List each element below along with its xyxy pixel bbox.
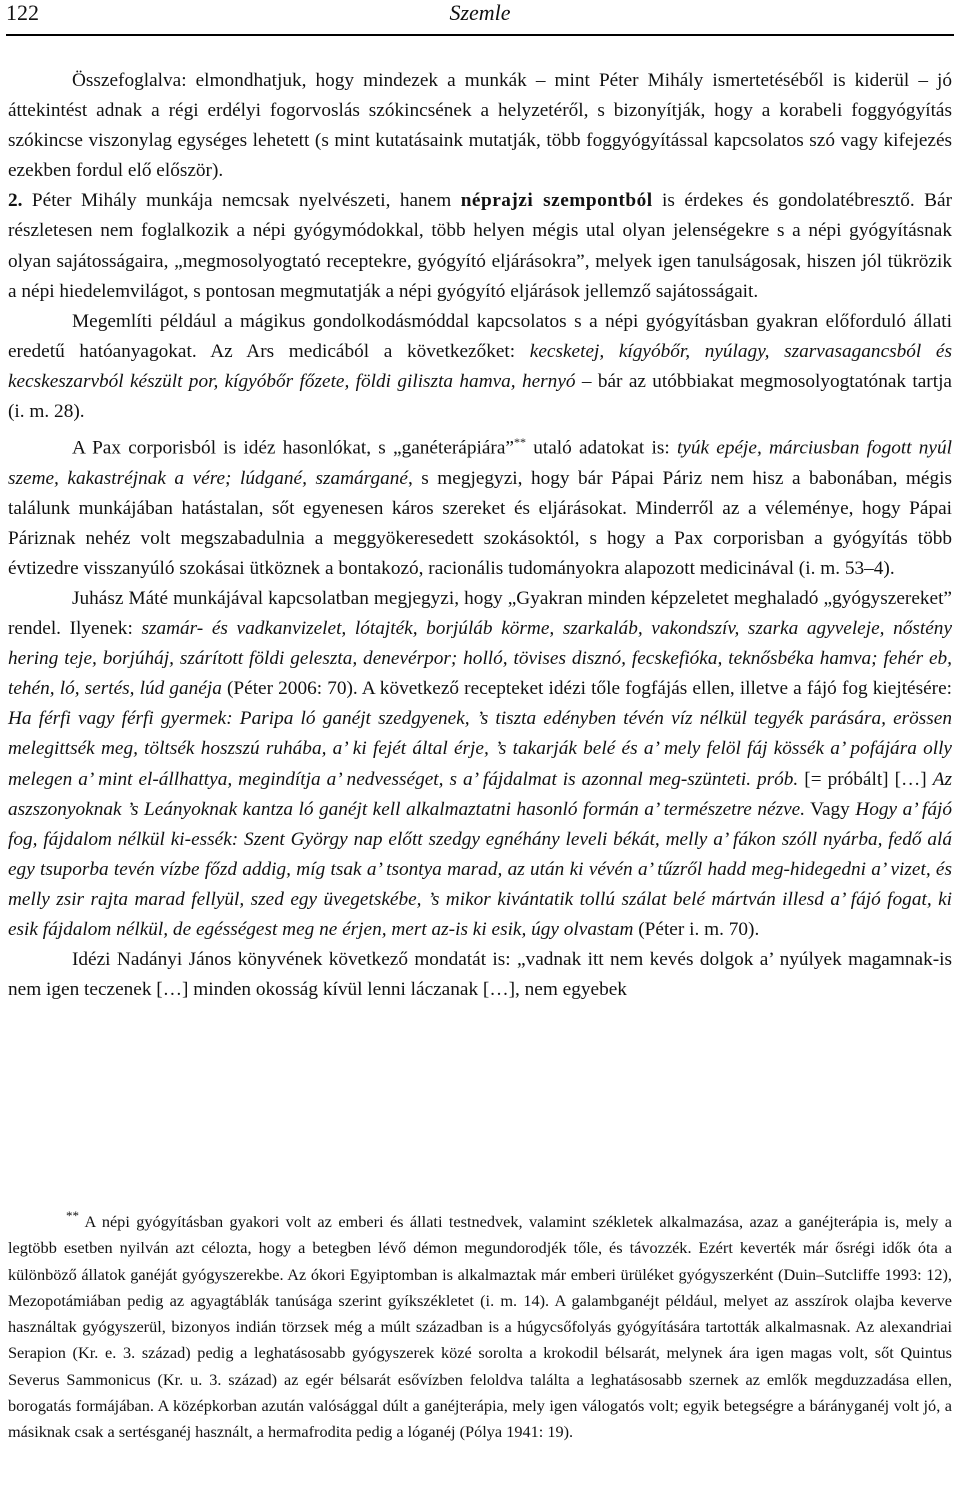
italic-quote: Ha férfi vagy férfi gyermek: Paripa ló ganéjt szedgyenek, ’s tiszta edényben tévén víz nélkül tegyék parására, erössen melegittsék meg, töltsék hoszszú ruhába, a’ ki fejét által érje, ’s takarják belé és a’ mely felöl fáj kössék a’ pofájára olly melegen a’ mint el-állhattya, megindítja a’ nedvességet, s a’ fájdalmat is azonnal meg-szünteti. prób. (8, 708, 952, 790)
footnote-reference[interactable]: ** (513, 435, 526, 450)
paragraph-ethnography: 2. Péter Mihály munkája nemcsak nyelvészeti, hanem néprajzi szempontból is érdekes és gondolatébresztő. Bár részletesen nem foglalkozik a népi gyógymódokkal, több helyen mégis utal olyan jelenségekre s a népi gyógyításnak olyan sajátosságaira, „megmosolyogtató receptekre, gyógyító eljárásokra”, melyek igen tanulságosak, hiszen jól tükrözik a népi hiedelemvilágot, s pontosan megmutatják a népi gyógyító eljárások jellemző sajátosságait. (8, 190, 952, 302)
section-number: 2. (8, 190, 23, 212)
footnote (8, 1203, 952, 1446)
paragraph-summary: Összefoglalva: elmondhatjuk, hogy mindezek a munkák – mint Péter Mihály ismertetéséből is kiderül – jó áttekintést adnak a régi erdélyi fogorvoslás szókincsének a helyzetéről, s bizonyítják, hogy a korabeli foggyógyítás szókincse viszonylag egységes lehetett (s mint kutatásaink mutatják, több foggyógyítással kapcsolatos szó vagy kifejezés ezekben fordul elő először). (8, 70, 952, 182)
italic-quote: szamár- és vadkanvizelet, lótajték, borjúláb körme, szarkaláb, vakondszív, szarka agyveleje, nőstény hering teje, borjúháj, szárított földi geleszta, denevérpor; holló, tövises disznó, fecskefióka, teknősbéka hamva; fehér eb, tehén, ló, sertés, lúd ganéja (8, 618, 953, 700)
italic-quote: Hogy a’ fájó fog, fájdalom nélkül ki-essék: Szent György nap előtt szedgy egnéhány leveli békát, melly a’ fákon szóll nyárba, fedő alá egy tsuporba tevén vízbe főzd addig, míg tsak a’ tsontya marad, az után ki vévén a’ tűzről hadd meg-hidegedni a’ vizet, és melly zsir rajta marad fellyül, szed egy üvegetskébe, ’s mikor kivántatik tollú szálat belé mártván illesd a’ fájó fogat, ki esik fájdalom nélkül, de egésségest meg ne érjen, mert az-is ki esik, úgy olvastam (8, 798, 953, 941)
paragraph-animal-substances: Megemlíti például a mágikus gondolkodásmóddal kapcsolatos s a népi gyógyításban gyakran előforduló állati eredetű hatóanyagokat. Az Ars medicából a következőket: kecsketej, kígyóbőr, nyúlagy, szarvasagancsból és kecskeszarvból készült por, kígyóbőr főzete, földi giliszta hamva, hernyó – bár az utóbbiakat megmosolyogtatónak tartja (i. m. 28). (8, 310, 952, 423)
paragraph-nadanyi: Idézi Nadányi János könyvének következő mondatát is: „vadnak itt nem kevés dolgok a’ nyúlyek magamnak-is nem igen teczenek […] minden okosság kívül lenni láczanak […], nem egyebek (8, 949, 952, 1001)
paragraph-pax-corporis: A Pax corporisból is idéz hasonlókat, s „ganéterápiára”** utaló adatokat is: tyúk epéje, márciusban fogott nyúl szeme, kakastréjnak a vére; lúdgané, szamárgané, s megjegyzi, hogy bár Pápai Páriz nem hisz a babonában, mégis találunk munkájában hatástalan, sőt egyenesen káros szereket és eljárásokat. Minderről az a véleménye, hogy Pápai Páriznak nehéz volt megszabadulnia a meggyökeresedett szokásoktól, s hogy a Pax corporisban a gyógyítás több évtizedre visszanyúló szokásai ütköznek a bontakozó, racionális tudományokra alapozott medicinával (i. m. 53–4). (8, 435, 952, 579)
page-number: 122 (6, 0, 39, 25)
italic-quote: kecsketej, kígyóbőr, nyúlagy, szarvasagancsból és kecskeszarvból készült por, kígyóbőr főzete, földi giliszta hamva, hernyó (8, 340, 952, 392)
paragraph-juhasz-mate: Juhász Máté munkájával kapcsolatban megjegyzi, hogy „Gyakran minden képzeletet meghaladó „gyógyszereket” rendel. Ilyenek: szamár- és vadkanvizelet, lótajték, borjúláb körme, szarkaláb, vakondszív, szarka agyveleje, nőstény hering teje, borjúháj, szárított földi geleszta, denevérpor; holló, tövises disznó, fecskefióka, teknősbéka hamva; fehér eb, tehén, ló, sertés, lúd ganéja (Péter 2006: 70). A következő recepteket idézi tőle fogfájás ellen, illetve a fájó fog kiejtésére: Ha férfi vagy férfi gyermek: Paripa ló ganéjt szedgyenek, ’s tiszta edényben tévén víz nélkül tegyék parására, erössen melegittsék meg, töltsék hoszszú ruhába, a’ ki fejét által érje, ’s takarják belé és a’ mely felöl fáj kössék a’ pofájára olly melegen a’ mint el-állhattya, megindítja a’ nedvességet, s a’ fájdalmat is azonnal meg-szünteti. prób. [= próbált] […] Az aszszonyoknak ’s Leányoknak kantza ló ganéjt kell alkalmaztatni hasonló formán a’ természetre nézve. Vagy Hogy a’ fájó fog, fájdalom nélkül ki-essék: Szent György nap előtt szedgy egnéhány leveli békát, melly a’ fákon szóll nyárba, fedő alá egy tsuporba tevén vízbe főzd addig, míg tsak a’ tsontya marad, az után ki vévén a’ tűzről hadd meg-hidegedni a’ vizet, és melly zsir rajta marad fellyül, szed egy üvegetskébe, ’s mikor kivántatik tollú szálat belé mártván illesd a’ fájó fogat, ki esik fájdalom nélkül, de egésségest meg ne érjen, mert az-is ki esik, úgy olvastam (Péter i. m. 70). (8, 588, 953, 941)
footnote-text: ** A népi gyógyításban gyakori volt az emberi és állati testnedvek, valamint székletek alkalmazása, azaz a ganéjterápia is, mely a legtöbb esetben nyilván azt célozta, hogy a betegben lévő démon megundorodjék tőle, és távozzék. Ezért keverték már ősrégi idők óta a különböző állatok ganéját gyógyszerekbe. Az ókori Egyiptomban is alkalmaztak már emberi ürüléket gyógyszerként (Duin–Sutcliffe 1993: 12), Mezopotámiában pedig az agyagtáblák tanúsága szerint gyíkszékletet (i. m. 14). A galambganéjt például, melyet az asszírok olajba keverve használtak gyógyszerül, bizonyos indián törzsek még a múlt században is a húgycsőfolyás gyógyítására tartották alkalmasnak. Az alexandriai Serapion (Kr. e. 3. század) pedig a leghatásosabb gyógyszerek közé sorolta a krokodil bélsarát, melynek ára igen magas volt, sőt Quintus Severus Sammonicus (Kr. u. 3. század) az egér bélsarát esővízben feloldva találta a leghatásosabb szernek az emlők megduzzadása ellen, borogatás formájában. A középkorban azután valósággal dúlt a ganéjterápia, mely igen válogatós volt; egyik betegségre a bárányganéj volt jó, a másiknak csak a sertésganéj használt, a hermafrodita pedig a lóganéj (Pólya 1941: 19). (8, 1208, 952, 1442)
italic-quote: tyúk epéje, márciusban fogott nyúl szeme, kakastréjnak a vére; lúdgané, szamárgané (8, 437, 952, 489)
page-header (6, 0, 954, 36)
article-body (8, 66, 952, 1005)
running-title: Szemle (449, 0, 511, 25)
footnote-mark: ** (66, 1208, 79, 1223)
italic-quote: Az aszszonyoknak ’s Leányoknak kantza ló ganéjt kell alkalmaztatni hasonló formán a’ természetre nézve. (8, 768, 953, 820)
emphasis-text: néprajzi szempontból (460, 190, 653, 212)
